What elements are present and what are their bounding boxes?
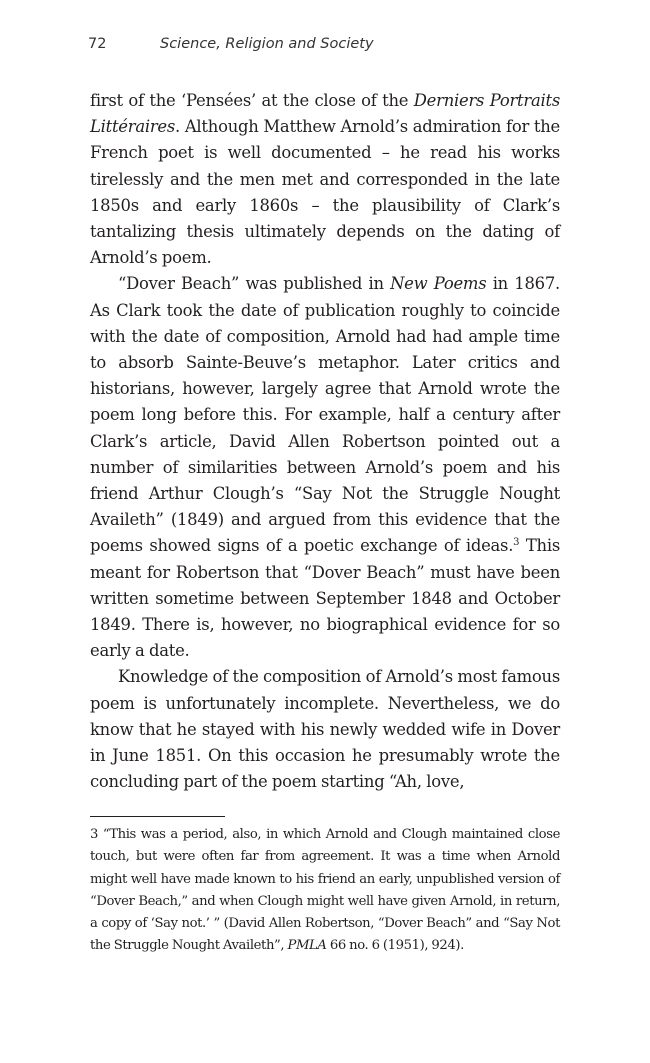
italic-journal: PMLA (287, 938, 327, 954)
footnote-text (90, 824, 560, 958)
text-run: 3 “This was a period, also, in which Arnold and Clough maintained close touch, but were often far from agreement. It was a time when Arnold might well have made known to his friend an early, unpublished version of “Dover Beach,” and when Clough might well have given Arnold, in return, a copy of ‘Say not.’ ” (David Allen Robertson, “Dover Beach” and “Say Not the Struggle Nought Availeth”, (90, 827, 560, 954)
text-run: in 1867. As Clark took the date of publication roughly to coincide with the date of composition, Arnold had had ample time to absorb Sainte-Beuve’s metaphor. Later critics and historians, however, largely agree that Arnold wrote the poem long before this. For example, half a century after Clark’s article, David Allen Robertson pointed out a number of similarities between Arnold’s poem and his friend Arthur Clough’s “Say Not the Struggle Nought Availeth” (1849) and argued from this evidence that the poems showed signs of a poetic exchange of ideas. (90, 274, 560, 556)
paragraph (90, 664, 560, 795)
paragraph (90, 271, 560, 664)
body-text (90, 88, 560, 795)
running-title: Science, Religion and Society (160, 36, 374, 52)
text-run: This meant for Robertson that “Dover Beach” must have been written sometime between September 1848 and October 1849. There is, however, no biographical evidence for so early a date. (90, 536, 560, 661)
italic-title: Derniers Portraits Littéraires (90, 91, 560, 137)
text-run: Knowledge of the composition of Arnold’s most famous poem is unfortunately incomplete. Nevertheless, we do know that he stayed with his newly wedded wife in Dover in June 1851. On this occasion he presumably wrote the concluding part of the poem starting “Ah, love, (90, 667, 560, 792)
text-run: first of the ‘Pensées’ at the close of the (90, 91, 414, 110)
footnote-reference[interactable]: 3 (513, 537, 520, 549)
running-header (88, 36, 568, 58)
text-run: “Dover Beach” was published in (118, 274, 391, 294)
paragraph (90, 88, 560, 271)
text-run: 66 no. 6 (1951), 924). (326, 938, 464, 954)
italic-title: New Poems (390, 274, 487, 294)
page-number: 72 (88, 36, 107, 52)
footnote (90, 824, 560, 958)
footnote-divider (90, 816, 225, 817)
text-run: . Although Matthew Arnold’s admiration for the French poet is well documented – he read his works tirelessly and the men met and corresponded in the late 1850s and early 1860s – the plausibility of Clark’s tantalizing thesis ultimately depends on the dating of Arnold’s poem. (90, 117, 560, 268)
